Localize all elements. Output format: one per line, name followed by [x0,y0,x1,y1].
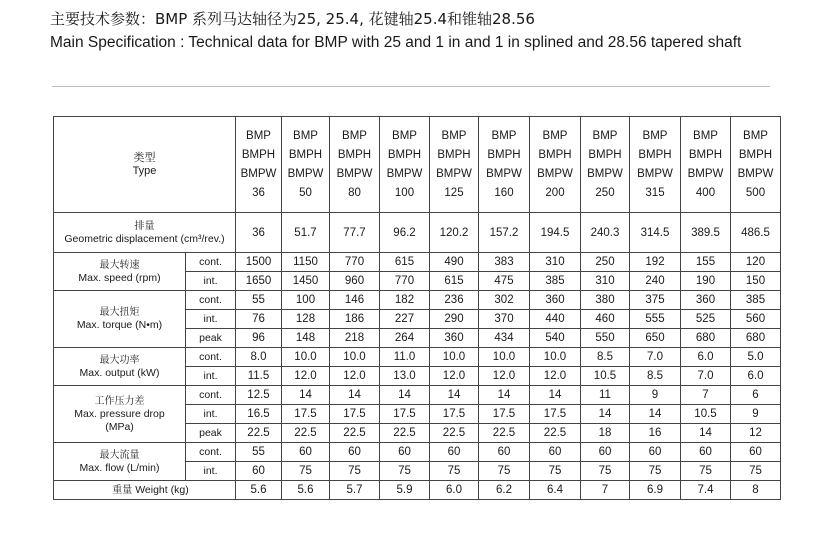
model-size: 250 [595,186,615,199]
weight-value: 5.9 [380,481,430,500]
pressure-value: 17.5 [330,405,380,424]
weight-value: 5.7 [330,481,380,500]
table-row [54,481,781,500]
displacement-value: 51.7 [282,213,330,253]
model-prefix: BMPW [687,167,724,180]
output-value: 10.0 [282,348,330,367]
speed-sub-label: cont. [186,253,236,272]
pressure-value: 14 [479,386,530,405]
model-header [430,117,479,213]
model-size: 315 [645,186,665,199]
torque-value: 385 [731,291,781,310]
model-prefix: BMP [246,129,271,142]
flow-value: 60 [282,443,330,462]
model-prefix: BMPH [487,148,521,161]
model-prefix: BMPW [240,167,277,180]
torque-sub-label: int. [186,310,236,329]
pressure-value: 7 [681,386,731,405]
output-value: 7.0 [681,367,731,386]
model-prefix: BMPH [738,148,773,161]
speed-value: 192 [630,253,681,272]
flow-label [54,443,186,481]
pressure-value: 22.5 [430,424,479,443]
torque-value: 186 [330,310,380,329]
model-prefix: BMPH [588,148,622,161]
output-value: 10.5 [581,367,630,386]
displacement-label [54,213,236,253]
output-value: 12.0 [330,367,380,386]
output-value: 7.0 [630,348,681,367]
speed-value: 1150 [282,253,330,272]
model-size: 36 [252,186,265,199]
speed-value: 250 [581,253,630,272]
output-value: 13.0 [380,367,430,386]
flow-value: 75 [630,462,681,481]
torque-value: 680 [681,329,731,348]
torque-value: 182 [380,291,430,310]
model-prefix: BMPW [737,167,774,180]
type-header [54,117,236,213]
torque-value: 100 [282,291,330,310]
torque-value: 227 [380,310,430,329]
speed-value: 615 [430,272,479,291]
pressure-value: 11 [581,386,630,405]
model-prefix: BMP [592,129,618,142]
displacement-value: 314.5 [630,213,681,253]
pressure-label [54,386,186,443]
displacement-value: 96.2 [380,213,430,253]
output-label-en: Max. output (kW) [79,366,160,379]
flow-value: 75 [731,462,781,481]
pressure-label-cn: 工作压力差 [94,395,145,407]
pressure-value: 22.5 [479,424,530,443]
output-label [54,348,186,386]
torque-value: 218 [330,329,380,348]
torque-value: 540 [530,329,581,348]
torque-value: 76 [236,310,282,329]
speed-value: 770 [380,272,430,291]
pressure-value: 6 [731,386,781,405]
speed-value: 475 [479,272,530,291]
flow-value: 75 [282,462,330,481]
pressure-value: 17.5 [479,405,530,424]
flow-value: 75 [681,462,731,481]
weight-value: 7.4 [681,481,731,500]
pressure-value: 22.5 [530,424,581,443]
displacement-value: 77.7 [330,213,380,253]
model-header [330,117,380,213]
output-label-cn: 最大功率 [99,354,140,366]
speed-label-en: Max. speed (rpm) [78,271,161,284]
speed-value: 1450 [282,272,330,291]
model-size: 200 [545,186,565,199]
speed-value: 120 [731,253,781,272]
pressure-value: 12 [731,424,781,443]
displacement-value: 120.2 [430,213,479,253]
torque-value: 550 [581,329,630,348]
output-value: 11.5 [236,367,282,386]
table-row [54,443,781,462]
model-header [731,117,781,213]
torque-value: 440 [530,310,581,329]
output-value: 12.0 [530,367,581,386]
torque-value: 560 [731,310,781,329]
table-row [54,213,781,253]
output-value: 8.5 [630,367,681,386]
displacement-value: 486.5 [731,213,781,253]
pressure-sub-label: peak [186,424,236,443]
model-prefix: BMP [642,129,668,142]
output-value: 10.0 [530,348,581,367]
flow-value: 75 [581,462,630,481]
torque-value: 236 [430,291,479,310]
flow-value: 75 [380,462,430,481]
torque-value: 146 [330,291,380,310]
torque-value: 650 [630,329,681,348]
torque-label-en: Max. torque (N•m) [76,319,163,331]
pressure-value: 17.5 [530,405,581,424]
model-prefix: BMPW [386,167,423,180]
model-size: 400 [695,186,716,199]
flow-value: 60 [731,443,781,462]
speed-value: 155 [681,253,731,272]
flow-value: 60 [479,443,530,462]
speed-value: 615 [380,253,430,272]
weight-value: 6.0 [430,481,479,500]
torque-value: 380 [581,291,630,310]
model-prefix: BMPW [637,167,673,180]
model-prefix: BMP [342,129,367,142]
speed-label [54,253,186,291]
pressure-value: 17.5 [430,405,479,424]
pressure-value: 16.5 [236,405,282,424]
weight-value: 6.2 [479,481,530,500]
flow-value: 60 [681,443,731,462]
speed-value: 490 [430,253,479,272]
table-row [54,117,781,213]
speed-value: 310 [530,253,581,272]
speed-sub-label: int. [186,272,236,291]
model-prefix: BMPH [688,148,723,161]
torque-value: 370 [479,310,530,329]
torque-value: 434 [479,329,530,348]
flow-value: 75 [530,462,581,481]
torque-label [54,291,186,348]
pressure-value: 17.5 [282,405,330,424]
flow-sub-label: int. [186,462,236,481]
model-prefix: BMPH [337,148,372,161]
model-prefix: BMPW [587,167,623,180]
displacement-value: 36 [236,213,282,253]
model-size: 500 [745,186,766,199]
pressure-value: 17.5 [380,405,430,424]
flow-value: 60 [380,443,430,462]
output-sub-label: cont. [186,348,236,367]
model-size: 50 [299,186,312,199]
type-label-cn: 类型 [133,151,156,164]
model-prefix: BMPH [638,148,672,161]
speed-value: 770 [330,253,380,272]
speed-value: 385 [530,272,581,291]
model-header [282,117,330,213]
model-header [681,117,731,213]
flow-label-en: Max. flow (L/min) [79,461,160,474]
pressure-value: 22.5 [236,424,282,443]
speed-value: 960 [330,272,380,291]
spec-table [53,116,781,500]
pressure-value: 14 [380,386,430,405]
model-header [479,117,530,213]
output-value: 5.0 [731,348,781,367]
weight-value: 6.9 [630,481,681,500]
weight-label [54,481,236,500]
table-row [54,291,781,310]
flow-value: 55 [236,443,282,462]
torque-value: 264 [380,329,430,348]
speed-value: 190 [681,272,731,291]
pressure-value: 12.5 [236,386,282,405]
weight-value: 8 [731,481,781,500]
model-prefix: BMPW [336,167,373,180]
torque-value: 128 [282,310,330,329]
flow-label-cn: 最大流量 [99,449,140,461]
model-prefix: BMP [392,129,417,142]
model-prefix: BMP [441,129,467,142]
model-header [530,117,581,213]
pressure-value: 9 [731,405,781,424]
pressure-value: 10.5 [681,405,731,424]
torque-value: 96 [236,329,282,348]
pressure-value: 14 [581,405,630,424]
output-value: 10.0 [330,348,380,367]
speed-label-cn: 最大转速 [99,259,140,271]
torque-value: 375 [630,291,681,310]
flow-value: 75 [430,462,479,481]
model-prefix: BMPH [288,148,323,161]
displacement-value: 194.5 [530,213,581,253]
torque-value: 360 [681,291,731,310]
torque-value: 360 [530,291,581,310]
model-header [236,117,282,213]
pressure-value: 14 [630,405,681,424]
output-value: 12.0 [430,367,479,386]
pressure-sub-label: cont. [186,386,236,405]
speed-value: 1650 [236,272,282,291]
model-prefix: BMP [293,129,318,142]
model-header [380,117,430,213]
table-row [54,386,781,405]
output-value: 6.0 [731,367,781,386]
flow-value: 60 [430,443,479,462]
torque-label-cn: 最大扭矩 [99,307,140,318]
model-prefix: BMP [743,129,768,142]
torque-value: 460 [581,310,630,329]
pressure-value: 22.5 [282,424,330,443]
model-size: 100 [394,186,415,199]
torque-value: 302 [479,291,530,310]
model-prefix: BMPH [387,148,422,161]
torque-value: 290 [430,310,479,329]
pressure-value: 14 [330,386,380,405]
divider [52,86,770,87]
model-size: 80 [348,186,361,199]
displacement-value: 240.3 [581,213,630,253]
model-size: 160 [494,186,514,199]
torque-sub-label: peak [186,329,236,348]
model-prefix: BMPW [486,167,522,180]
displacement-value: 389.5 [681,213,731,253]
pressure-label-en: Max. pressure drop [74,407,165,420]
flow-value: 75 [330,462,380,481]
pressure-value: 16 [630,424,681,443]
output-value: 12.0 [479,367,530,386]
heading-en: Main Specification : Technical data for BMP with 25 and 1 in and 1 in splined and 28.56 tapered shaft [50,34,742,51]
torque-value: 360 [430,329,479,348]
weight-value: 5.6 [236,481,282,500]
pressure-value: 14 [681,424,731,443]
heading-cn: 主要技术参数：BMP 系列马达轴径为25, 25.4, 花键轴25.4和锥轴28.56 [50,10,535,28]
spec-table-body [54,117,781,500]
flow-value: 60 [630,443,681,462]
output-value: 10.0 [430,348,479,367]
pressure-value: 14 [430,386,479,405]
model-header [630,117,681,213]
model-prefix: BMPH [241,148,276,161]
model-prefix: BMP [491,129,517,142]
pressure-value: 9 [630,386,681,405]
flow-value: 60 [236,462,282,481]
weight-label-en: Weight (kg) [135,483,189,496]
displacement-value: 157.2 [479,213,530,253]
pressure-label-unit: (MPa) [105,420,134,433]
torque-value: 555 [630,310,681,329]
model-prefix: BMPW [436,167,472,180]
model-header [581,117,630,213]
flow-value: 75 [479,462,530,481]
torque-value: 680 [731,329,781,348]
flow-value: 60 [581,443,630,462]
torque-sub-label: cont. [186,291,236,310]
torque-value: 148 [282,329,330,348]
output-value: 8.5 [581,348,630,367]
pressure-value: 18 [581,424,630,443]
flow-value: 60 [330,443,380,462]
table-row [54,253,781,272]
model-prefix: BMP [542,129,568,142]
weight-value: 6.4 [530,481,581,500]
model-prefix: BMPH [538,148,572,161]
speed-value: 240 [630,272,681,291]
weight-label-cn: 重量 [112,484,133,496]
weight-value: 7 [581,481,630,500]
displacement-label-cn: 排量 [134,220,155,232]
model-prefix: BMPW [537,167,573,180]
torque-value: 525 [681,310,731,329]
model-prefix: BMPH [437,148,471,161]
flow-sub-label: cont. [186,443,236,462]
model-prefix: BMP [693,129,718,142]
torque-value: 55 [236,291,282,310]
pressure-value: 22.5 [380,424,430,443]
model-size: 125 [444,186,464,199]
flow-value: 60 [530,443,581,462]
output-value: 6.0 [681,348,731,367]
displacement-label-en: Geometric displacement (cm³/rev.) [64,232,225,245]
speed-value: 150 [731,272,781,291]
pressure-sub-label: int. [186,405,236,424]
speed-value: 310 [581,272,630,291]
pressure-value: 14 [282,386,330,405]
weight-value: 5.6 [282,481,330,500]
output-value: 10.0 [479,348,530,367]
output-value: 12.0 [282,367,330,386]
output-value: 11.0 [380,348,430,367]
model-prefix: BMPW [287,167,324,180]
speed-value: 1500 [236,253,282,272]
output-value: 8.0 [236,348,282,367]
table-row [54,348,781,367]
type-label-en: Type [132,164,157,177]
output-sub-label: int. [186,367,236,386]
pressure-value: 22.5 [330,424,380,443]
speed-value: 383 [479,253,530,272]
pressure-value: 14 [530,386,581,405]
